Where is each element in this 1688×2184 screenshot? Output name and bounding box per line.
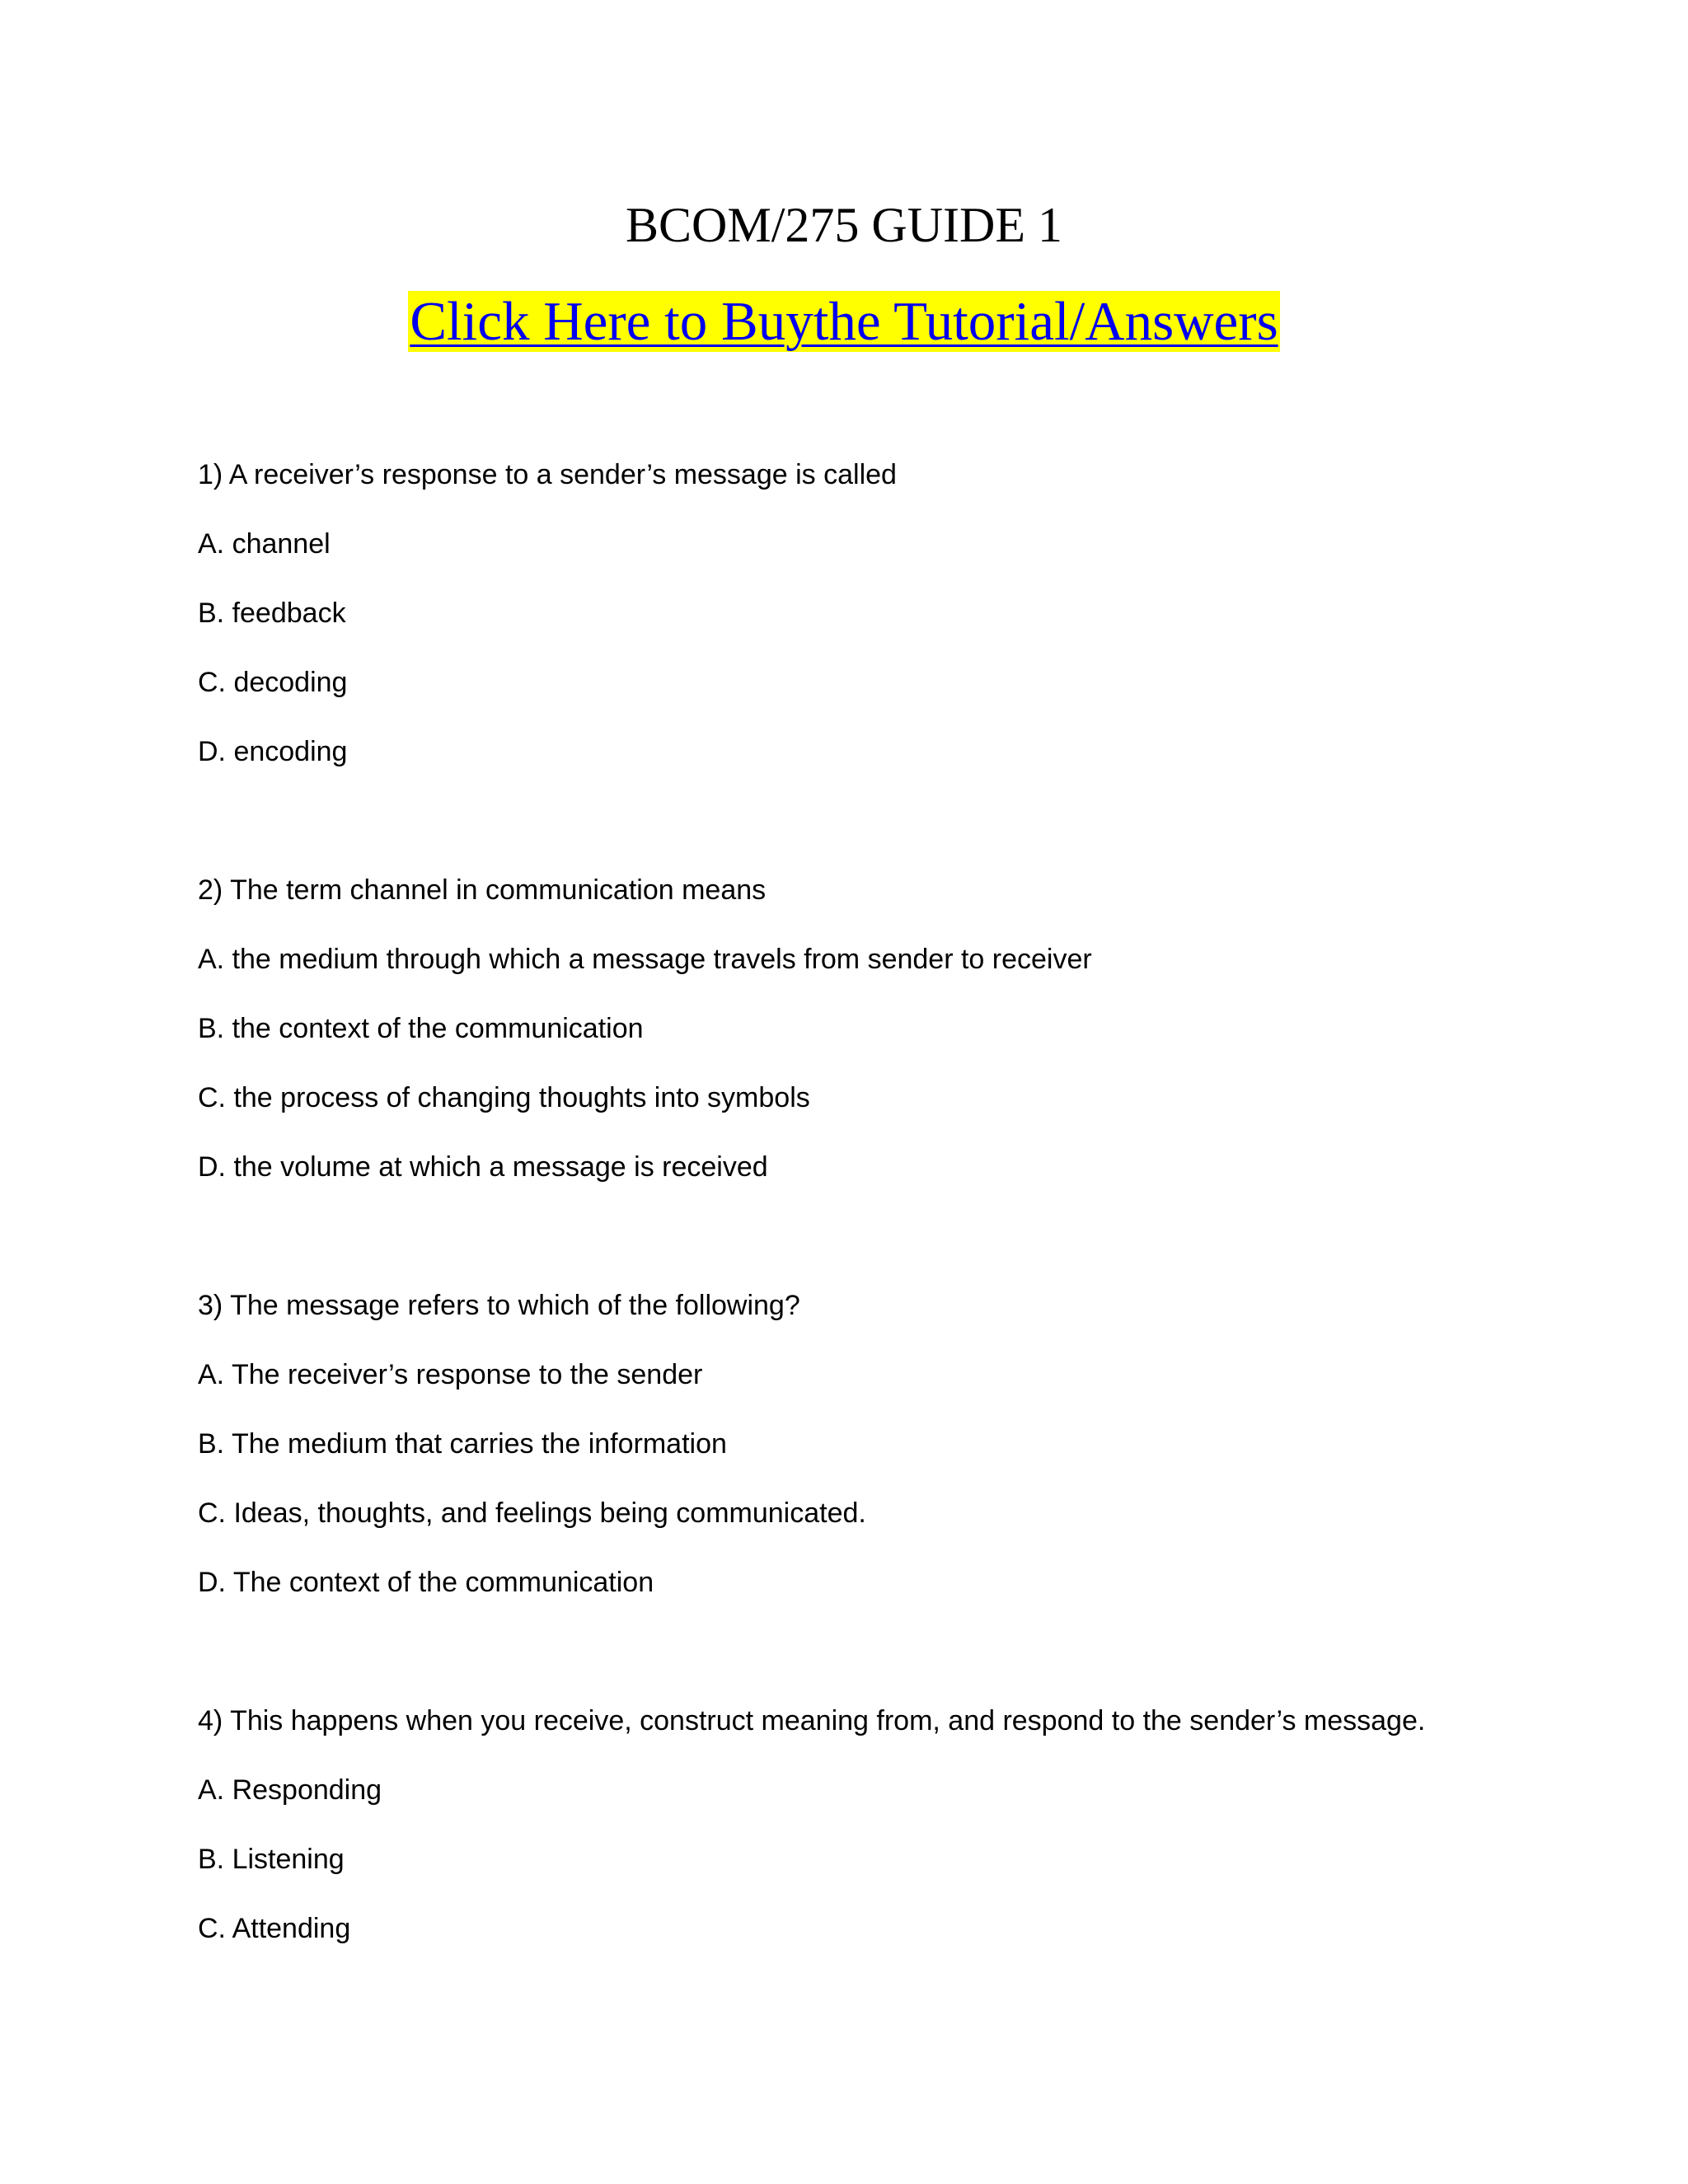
question-1-option-b: B. feedback (198, 598, 346, 629)
question-2-option-c: C. the process of changing thoughts into symbols (198, 1082, 810, 1113)
buy-link-container (0, 288, 1688, 369)
question-3-prompt: 3) The message refers to which of the following? (198, 1290, 800, 1321)
question-4-option-c: C. Attending (198, 1913, 351, 1944)
question-2-option-d: D. the volume at which a message is received (198, 1151, 768, 1183)
question-1-option-a: A. channel (198, 528, 331, 560)
question-4-option-a: A. Responding (198, 1774, 382, 1806)
question-1-prompt: 1) A receiver’s response to a sender’s message is called (198, 459, 897, 490)
question-3-option-c: C. Ideas, thoughts, and feelings being communicated. (198, 1497, 866, 1529)
question-2-prompt: 2) The term channel in communication means (198, 874, 767, 906)
question-3-option-d: D. The context of the communication (198, 1567, 654, 1598)
question-4-option-b: B. Listening (198, 1844, 345, 1875)
question-1-option-c: C. decoding (198, 667, 348, 698)
question-4-prompt: 4) This happens when you receive, construct meaning from, and respond to the sender’s message. (198, 1705, 1426, 1736)
document-title: BCOM/275 GUIDE 1 (625, 198, 1062, 252)
question-3-option-b: B. The medium that carries the information (198, 1428, 727, 1460)
question-1-option-d: D. encoding (198, 736, 348, 767)
question-2-option-a: A. the medium through which a message travels from sender to receiver (198, 944, 1092, 975)
question-3-option-a: A. The receiver’s response to the sender (198, 1359, 703, 1390)
buy-tutorial-link[interactable]: Click Here to Buythe Tutorial/Answers (410, 291, 1278, 352)
question-2-option-b: B. the context of the communication (198, 1013, 644, 1044)
